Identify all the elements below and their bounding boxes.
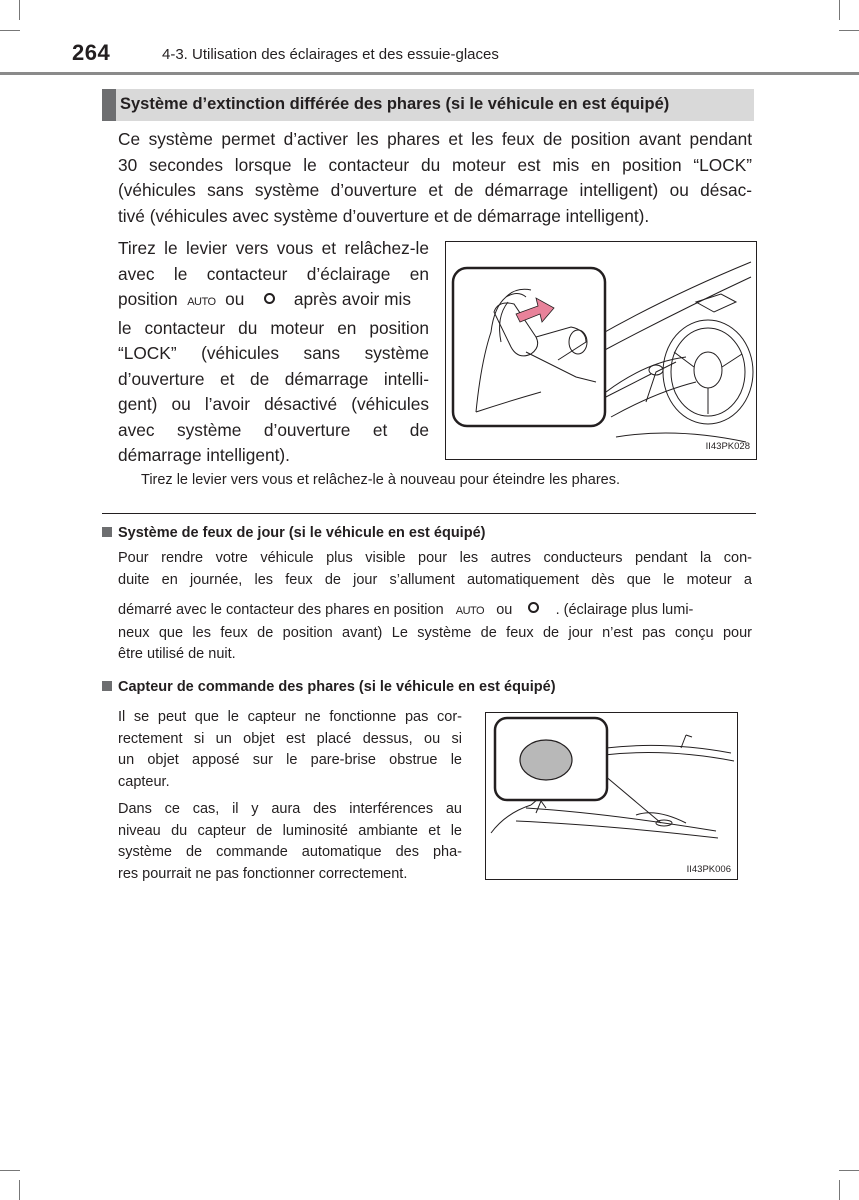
text-fragment: ou: [496, 602, 513, 618]
subsection-title-sensor: [102, 679, 556, 695]
text-line: système de commande automatique des pha-: [118, 844, 462, 860]
position-light-icon: [528, 602, 539, 613]
crop-mark: [839, 0, 840, 20]
lever-illustration: [445, 241, 757, 460]
section-divider: [102, 513, 756, 514]
crop-mark: [0, 30, 20, 31]
text-fragment: ou: [225, 289, 245, 309]
text-fragment: démarré avec le contacteur des phares en position: [118, 602, 444, 618]
text-fragment: position: [118, 289, 178, 309]
text-line: duite en journée, les feux de jour s’allument automatiquement dès que le moteur a: [118, 571, 752, 588]
drl-paragraph: [118, 548, 752, 666]
text-line: [118, 287, 429, 316]
auto-symbol-icon: AUTO: [455, 605, 485, 617]
figure-code: II43PK028: [705, 441, 750, 452]
text-line: capteur.: [118, 773, 170, 790]
position-light-icon: [264, 293, 275, 304]
note-text: Tirez le levier vers vous et relâchez-le à nouveau pour éteindre les phares.: [141, 472, 621, 488]
section-title-delayed-off: Système d’extinction différée des phares (si le véhicule en est équipé): [102, 89, 754, 121]
text-line: Il se peut que le capteur ne fonctionne pas cor-: [118, 709, 462, 725]
text-line: Ce système permet d’activer les phares et les feux de position avant pendant: [118, 129, 752, 149]
text-line: [118, 600, 752, 623]
section-intro: [118, 127, 752, 229]
sensor-illustration: [485, 712, 738, 880]
crop-mark: [839, 1170, 859, 1171]
text-line: Tirez le levier vers vous et relâchez-le: [118, 238, 429, 258]
text-line: avec système d’ouverture et de: [118, 419, 429, 440]
sensor-disc: [520, 740, 572, 780]
text-line: le contacteur du moteur en position: [118, 317, 429, 338]
text-line: (véhicules sans système d’ouverture et de démarrage intelligent) ou désac-: [118, 180, 752, 200]
text-line: démarrage intelligent).: [118, 445, 290, 465]
text-line: tivé (véhicules avec système d’ouverture et de démarrage intelligent).: [118, 205, 650, 226]
crop-mark: [839, 1180, 840, 1200]
text-line: niveau du capteur de luminosité ambiante et le: [118, 822, 462, 839]
text-fragment: après avoir mis: [293, 289, 411, 309]
crop-mark: [19, 0, 20, 20]
text-line: neux que les feux de position avant) Le système de feux de jour n’est pas conçu pour: [118, 624, 752, 641]
text-line: d’ouverture et de démarrage intelli-: [118, 368, 429, 389]
instruction-text: [118, 236, 429, 469]
header-rule: [0, 72, 859, 75]
chapter-title: 4-3. Utilisation des éclairages et des essuie-glaces: [162, 46, 499, 63]
subsection-title-text: Capteur de commande des phares (si le véhicule en est équipé): [118, 679, 556, 695]
subsection-title-text: Système de feux de jour (si le véhicule en est équipé): [118, 525, 486, 541]
text-line: “LOCK” (véhicules sans système: [118, 343, 429, 363]
crop-mark: [0, 1170, 20, 1171]
figure-code: II43PK006: [686, 864, 731, 875]
auto-symbol-icon: AUTO: [187, 296, 216, 308]
sensor-paragraph-1: [118, 707, 462, 793]
crop-mark: [19, 1180, 20, 1200]
sensor-paragraph-2: [118, 799, 462, 885]
text-line: un objet apposé sur le pare-brise obstrue le: [118, 752, 462, 768]
text-line: 30 secondes lorsque le contacteur du moteur est mis en position “LOCK”: [118, 154, 752, 175]
sensor-drawing: [486, 713, 737, 879]
text-line: rectement si un objet est placé dessus, ou si: [118, 730, 462, 747]
page-number: 264: [72, 40, 111, 65]
lever-drawing: [446, 242, 756, 459]
text-line: Pour rendre votre véhicule plus visible pour les autres conducteurs pendant la con-: [118, 550, 752, 566]
text-fragment: . (éclairage plus lumi-: [555, 602, 694, 618]
text-line: gent) ou l’avoir désactivé (véhicules: [118, 394, 429, 414]
text-line: avec le contacteur d’éclairage en: [118, 263, 429, 284]
text-line: res pourrait ne pas fonctionner correctement.: [118, 865, 408, 882]
crop-mark: [839, 30, 859, 31]
square-bullet-icon: [102, 681, 112, 691]
text-line: Dans ce cas, il y aura des interférences au: [118, 801, 462, 817]
subsection-title-drl: [102, 525, 485, 541]
text-line: être utilisé de nuit.: [118, 646, 236, 662]
square-bullet-icon: [102, 527, 112, 537]
